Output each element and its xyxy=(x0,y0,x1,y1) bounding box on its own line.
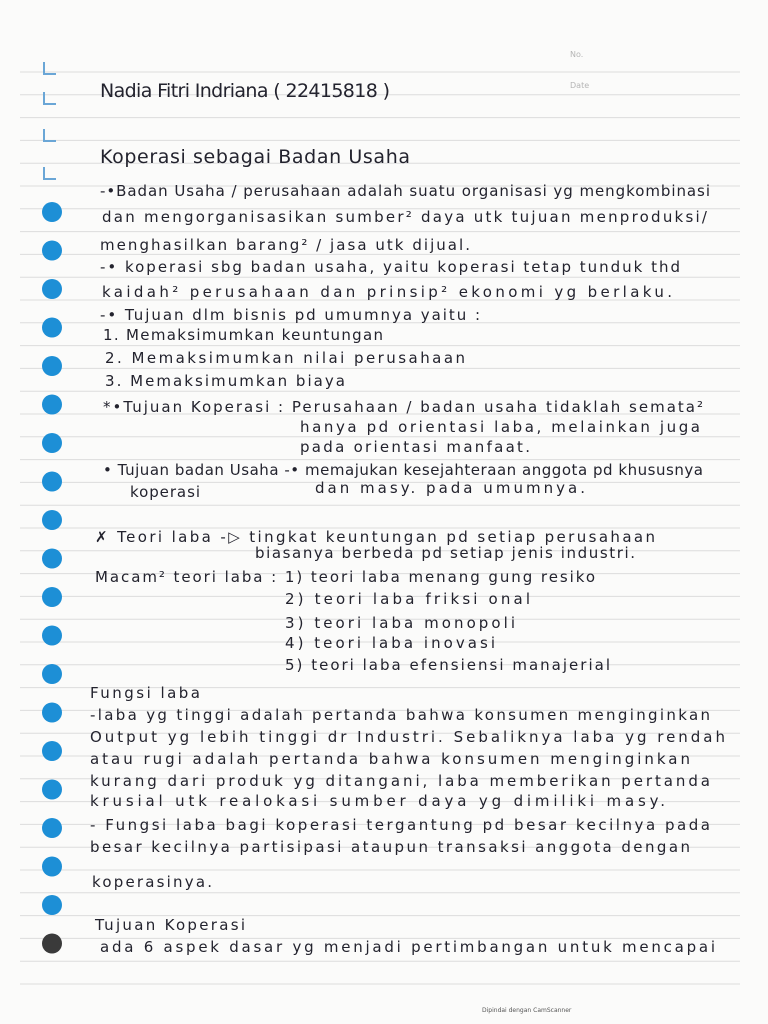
handwritten-line: ada 6 aspek dasar yg menjadi pertimbangan untuk mencapai xyxy=(100,938,715,956)
binder-hole xyxy=(42,549,62,569)
scanner-footer: Dipindai dengan CamScanner xyxy=(482,1007,572,1014)
handwritten-line: pada orientasi manfaat. xyxy=(300,438,530,456)
binder-hole xyxy=(42,857,62,877)
handwritten-line: dan mengorganisasikan sumber² daya utk tujuan menproduksi/ xyxy=(102,208,707,226)
handwritten-line: besar kecilnya partisipasi ataupun transaksi anggota dengan xyxy=(90,838,690,856)
handwritten-line: dan masy. pada umumnya. xyxy=(315,479,585,497)
handwritten-line: Macam² teori laba : 1) teori laba menang gung resiko xyxy=(95,568,595,586)
binder-hole xyxy=(42,241,62,261)
binder-hole xyxy=(42,318,62,338)
handwritten-line: 3) teori laba monopoli xyxy=(285,614,515,632)
binder-hole xyxy=(42,895,62,915)
binder-ring-mark xyxy=(44,129,56,141)
date-label: Date xyxy=(570,81,590,90)
binder-ring-mark xyxy=(44,167,56,179)
binder-hole xyxy=(42,934,62,954)
no-label: No. xyxy=(570,50,584,59)
binder-hole xyxy=(42,202,62,222)
binder-hole xyxy=(42,395,62,415)
handwritten-body xyxy=(90,182,725,956)
handwritten-line: Tujuan Koperasi xyxy=(95,916,245,934)
handwritten-line: kurang dari produk yg ditangani, laba memberikan pertanda xyxy=(90,772,710,790)
handwritten-line: atau rugi adalah pertanda bahwa konsumen menginginkan xyxy=(90,750,690,768)
handwritten-line: menghasilkan barang² / jasa utk dijual. xyxy=(100,236,470,254)
handwritten-line: ✗ Teori laba -▷ tingkat keuntungan pd setiap perusahaan xyxy=(95,528,655,546)
author-name: Nadia Fitri Indriana ( 22415818 ) xyxy=(100,80,390,102)
handwritten-line: Fungsi laba xyxy=(90,684,200,702)
binder-hole xyxy=(42,626,62,646)
binder-hole xyxy=(42,664,62,684)
binder-hole xyxy=(42,433,62,453)
binder-hole xyxy=(42,510,62,530)
page-title: Koperasi sebagai Badan Usaha xyxy=(100,146,410,168)
handwritten-line: kaidah² perusahaan dan prinsip² ekonomi yg berlaku. xyxy=(102,283,672,301)
handwritten-line: hanya pd orientasi laba, melainkan juga xyxy=(300,418,700,436)
binder-hole xyxy=(42,587,62,607)
handwritten-line: koperasinya. xyxy=(92,873,212,891)
handwritten-line: 3. Memaksimumkan biaya xyxy=(105,372,345,390)
binder-holes xyxy=(42,62,62,954)
binder-ring-mark xyxy=(44,92,56,104)
handwritten-line: -• koperasi sbg badan usaha, yaitu koperasi tetap tunduk thd xyxy=(100,258,680,276)
binder-hole xyxy=(42,279,62,299)
handwritten-line: biasanya berbeda pd setiap jenis industri. xyxy=(255,544,635,562)
handwritten-line: *•Tujuan Koperasi : Perusahaan / badan usaha tidaklah semata² xyxy=(103,398,703,416)
handwritten-line: -•Badan Usaha / perusahaan adalah suatu organisasi yg mengkombinasi xyxy=(100,182,710,200)
handwritten-line: 5) teori laba efensiensi manajerial xyxy=(285,656,610,674)
binder-hole xyxy=(42,356,62,376)
handwritten-line: -laba yg tinggi adalah pertanda bahwa konsumen menginginkan xyxy=(90,706,710,724)
binder-hole xyxy=(42,780,62,800)
handwritten-line: -• Tujuan dlm bisnis pd umumnya yaitu : xyxy=(100,306,480,324)
handwritten-line: • Tujuan badan Usaha -• memajukan kesejahteraan anggota pd khususnya xyxy=(103,461,703,479)
handwritten-line: 4) teori laba inovasi xyxy=(285,634,495,652)
handwritten-line: krusial utk realokasi sumber daya yg dimiliki masy. xyxy=(90,792,666,810)
handwritten-line: Output yg lebih tinggi dr Industri. Sebaliknya laba yg rendah xyxy=(90,728,725,746)
binder-hole xyxy=(42,741,62,761)
handwritten-line: 2) teori laba friksi onal xyxy=(285,590,530,608)
handwritten-line: - Fungsi laba bagi koperasi tergantung pd besar kecilnya pada xyxy=(90,816,710,834)
binder-hole xyxy=(42,472,62,492)
binder-hole xyxy=(42,703,62,723)
binder-hole xyxy=(42,818,62,838)
handwritten-line: koperasi xyxy=(130,483,200,501)
handwritten-line: 1. Memaksimumkan keuntungan xyxy=(103,326,383,344)
handwritten-line: 2. Memaksimumkan nilai perusahaan xyxy=(105,349,465,367)
